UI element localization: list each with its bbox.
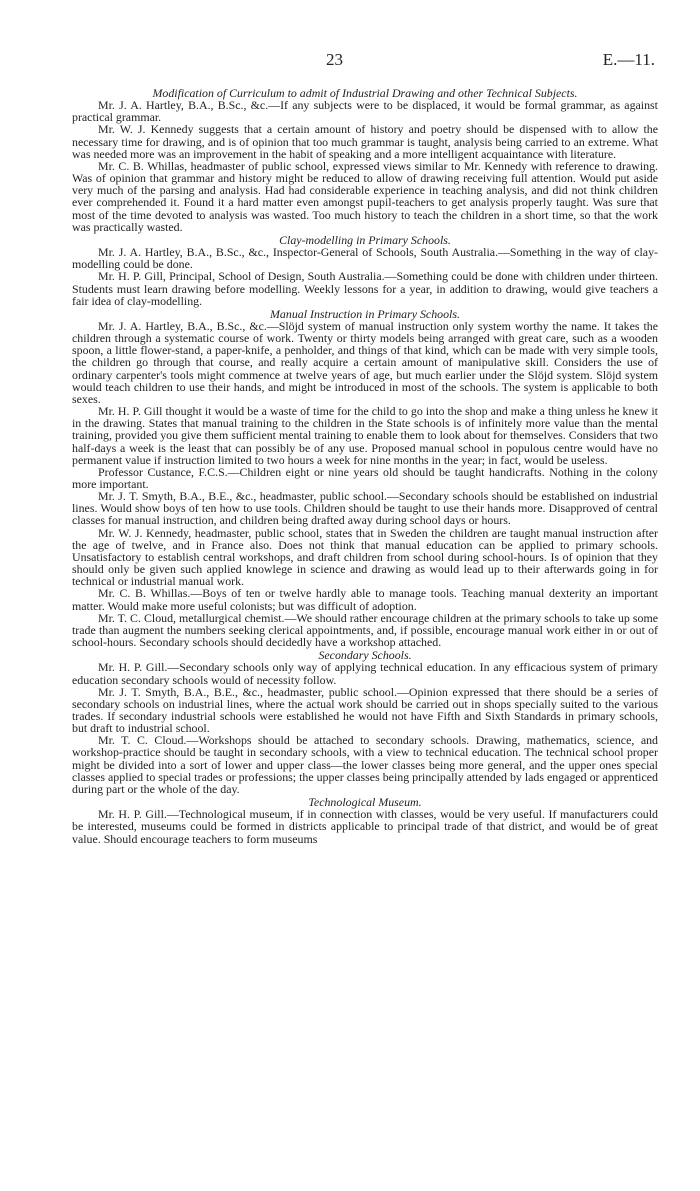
section-manual-instruction [72,308,658,648]
page-header [0,50,700,78]
paragraph: Mr. W. J. Kennedy suggests that a certain amount of history and poetry should be dispensed with to allow the necessary time for drawing, and is of opinion that too much grammar is taught, analysis being carried to an extreme. What was needed more was an improvement in the habit of speaking and a more intelligent acquaintance with literature. [72,122,658,161]
page-number: 23 [326,50,343,69]
paragraph: Mr. C. B. Whillas, headmaster of public school, expressed views similar to Mr. Kennedy with reference to drawing. Was of opinion that grammar and history might be reduced to allow of drawing receiving full attention. Would put aside very much of the parsing and analysis. Had had considerable experience in teaching analysis, and did not think children ever comprehended it. Found it a hard matter even amongst pupil-teachers to get analysis properly taught. Was sure that most of the time devoted to analysis was wasted. Too much history to teach the children in a short time, so that the work was practically wasted. [72,158,658,234]
page-body [72,86,658,845]
section-heading: Manual Instruction in Primary Schools. [270,306,460,321]
paragraph: Mr. H. P. Gill, Principal, School of Design, South Australia.—Something could be done with children under thirteen. Students must learn drawing before modelling. Weekly lessons for a year, in addition to drawing, would give teachers a fair idea of clay-modelling. [72,269,658,308]
paragraph: Professor Custance, F.C.S.—Children eight or nine years old should be taught handicrafts. Nothing in the colony more important. [72,464,658,491]
paragraph: Mr. H. P. Gill.—Technological museum, if in connection with classes, would be very useful. If manufacturers could be interested, museums could be formed in districts applicable to principal trade of that district, and would be of great value. Should encourage teachers to form museums [72,807,658,846]
paragraph: Mr. T. C. Cloud.—Workshops should be attached to secondary schools. Drawing, mathematics, science, and workshop-practice should be taught in secondary schools, with a view to technical education. The technical school proper might be divided into a sort of lower and upper class—the lower classes being more general, and the upper ones special classes applied to special trades or professions; the upper classes being principally attended by lads engaged or apprenticed during part or the whole of the day. [72,733,658,796]
paragraph: Mr. J. A. Hartley, B.A., B.Sc., &c.—If any subjects were to be displaced, it would be formal grammar, as against practical grammar. [72,98,658,125]
section-secondary-schools [72,649,658,795]
paragraph: Mr. C. B. Whillas.—Boys of ten or twelve hardly able to manage tools. Teaching manual dexterity an important matter. Would make more useful colonists; but was difficult of adoption. [72,586,658,613]
section-heading: Clay-modelling in Primary Schools. [279,232,451,247]
section-heading: Modification of Curriculum to admit of Industrial Drawing and other Technical Subjects. [152,86,578,100]
paragraph: Mr. J. T. Smyth, B.A., B.E., &c., headmaster, public school.—Secondary schools should be established on industrial lines. Would show boys of ten how to use tools. Children should be taught to use their hands more. Disapproved of central classes for manual instruction, and children being drafted away during school days or hours. [72,489,658,528]
paragraph: Mr. H. P. Gill.—Secondary schools only way of applying technical education. In any efficacious system of primary education secondary schools would of necessity follow. [72,660,658,687]
paragraph: Mr. J. A. Hartley, B.A., B.Sc., &c.—Slöjd system of manual instruction only system worthy the name. It takes the children through a systematic course of work. Twenty or thirty models being arranged with great care, such as a wooden spoon, a little flower-stand, a paper-knife, a penholder, and things of that kind, which can be made with very simple tools, the children go through that course, and really acquire a certain amount of manipulative skill. Considers the use of ordinary carpenter's tools might commence at twelve years of age, but much earlier under the Slöjd system. Slöjd system would teach children to use their hands, and might be introduced in most of the schools. The system is applicable to both sexes. [72,318,658,406]
paragraph: Mr. H. P. Gill thought it would be a waste of time for the child to go into the shop and make a thing unless he knew it in the drawing. States that manual training to the children in the State schools is of infinitely more value than the mental training, provided you give them sufficient mental training to enable them to look about for themselves. Considers that two half-days a week is the least that can possibly be of any use. Proposed manual school in populous centre would have no permanent value if instruction limited to two hours a week for nine months in the year; in fact, would be useless. [72,404,658,467]
paragraph: Mr. T. C. Cloud, metallurgical chemist.—We should rather encourage children at the primary schools to take up some trade than augment the numbers seeking clerical appointments, and, if possible, encourage manual work either in or out of school-hours. Secondary schools should decidedly have a workshop attached. [72,610,658,650]
section-heading: Technological Museum. [308,795,422,810]
paragraph: Mr. J. T. Smyth, B.A., B.E., &c., headmaster, public school.—Opinion expressed that there should be a series of secondary schools on industrial lines, where the actual work should be carried out in shops specially suited to the various trades. If secondary industrial schools were established he would not have Fifth and Sixth Standards in primary schools, but draft to industrial school. [72,684,658,736]
section-technological-museum [72,796,658,845]
section-heading: Secondary Schools. [318,648,412,663]
paragraph: Mr. J. A. Hartley, B.A., B.Sc., &c., Inspector-General of Schools, South Australia.—Something in the way of clay-modelling could be done. [72,245,658,272]
document-reference: E.—11. [602,50,655,69]
section-clay-modelling [72,234,658,307]
section-curriculum [72,87,658,233]
paragraph: Mr. W. J. Kennedy, headmaster, public school, states that in Sweden the children are taught manual instruction after the age of twelve, and in France also. Does not think that manual education can be applied to primary schools. Unsatisfactory to establish central workshops, and draft children from school during school-hours. Is of opinion that they should only be given such applied knowlege in science and drawing as would lead up to their afterwards going in for technical or industrial manual work. [72,525,658,589]
